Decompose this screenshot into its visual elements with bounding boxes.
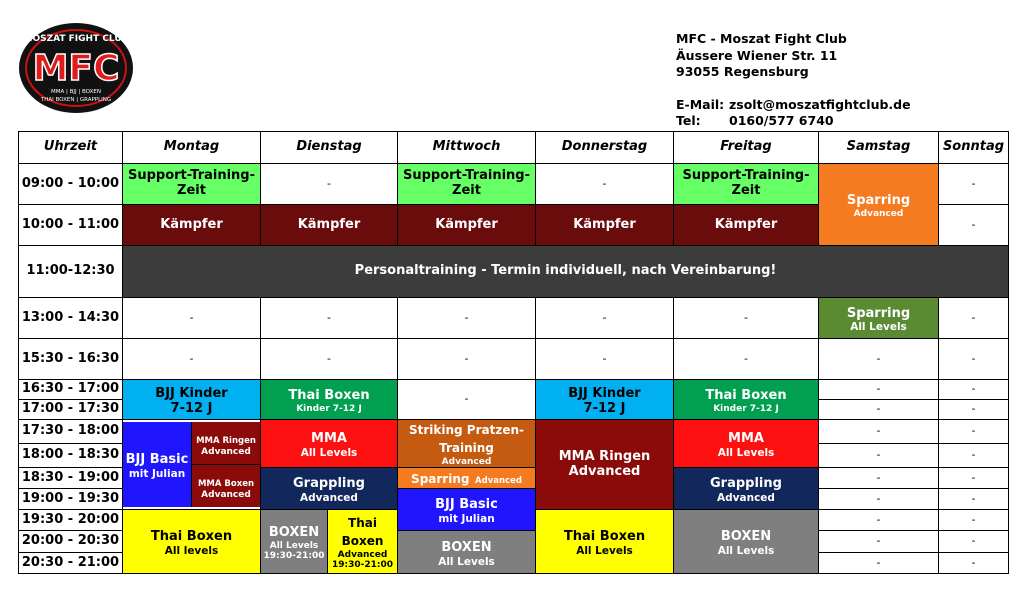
email-label: E-Mail: <box>676 96 725 112</box>
cell-sparring-all: Sparring All Levels <box>819 298 939 339</box>
empty-cell: - <box>939 164 1009 205</box>
cell-bjj-basic: BJJ Basic mit Julian <box>123 422 192 507</box>
empty-cell: - <box>939 468 1009 489</box>
empty-cell: - <box>261 339 398 380</box>
empty-cell: - <box>674 298 819 339</box>
time-cell: 09:00 - 10:00 <box>19 164 123 205</box>
empty-cell: - <box>939 531 1009 553</box>
cell-kaempfer: Kämpfer <box>398 205 536 246</box>
svg-text:THAI BOXEN | GRAPPLING: THAI BOXEN | GRAPPLING <box>40 97 112 103</box>
empty-cell: - <box>819 531 939 553</box>
header-thursday: Donnerstag <box>536 132 674 164</box>
cell-kaempfer: Kämpfer <box>261 205 398 246</box>
cell-kaempfer: Kämpfer <box>123 205 261 246</box>
cell-thai-all: Thai Boxen All levels <box>123 510 261 574</box>
empty-cell: - <box>939 510 1009 531</box>
row-1300 <box>19 298 1009 339</box>
empty-cell: - <box>261 164 398 205</box>
cell-kaempfer: Kämpfer <box>674 205 819 246</box>
cell-bjj-kinder: BJJ Kinder 7-12 J <box>123 380 261 420</box>
empty-cell: - <box>819 553 939 574</box>
header-friday: Freitag <box>674 132 819 164</box>
empty-cell: - <box>536 339 674 380</box>
empty-cell: - <box>819 444 939 468</box>
empty-cell: - <box>939 298 1009 339</box>
cell-mma-boxen: MMA Boxen Advanced <box>192 465 261 508</box>
header-tuesday: Dienstag <box>261 132 398 164</box>
time-cell: 19:00 - 19:30 <box>19 489 123 510</box>
time-cell: 10:00 - 11:00 <box>19 205 123 246</box>
svg-text:MOSZAT FIGHT CLUB: MOSZAT FIGHT CLUB <box>23 34 129 44</box>
empty-cell: - <box>939 400 1009 420</box>
cell-thai-all: Thai Boxen All Levels <box>536 510 674 574</box>
street: Äussere Wiener Str. 11 <box>676 47 838 63</box>
email-link[interactable]: zsolt@moszatfightclub.de <box>729 96 911 112</box>
empty-cell: - <box>398 339 536 380</box>
empty-cell: - <box>939 205 1009 246</box>
cell-boxen-tue: BOXEN All Levels 19:30-21:00 <box>261 510 328 573</box>
empty-cell: - <box>819 400 939 420</box>
header-saturday: Samstag <box>819 132 939 164</box>
header-sunday: Sonntag <box>939 132 1009 164</box>
cell-personaltraining: Personaltraining - Termin individuell, nach Vereinbarung! <box>123 246 1009 298</box>
svg-text:MMA | BJJ | BOXEN: MMA | BJJ | BOXEN <box>51 89 101 95</box>
cell-grappling: Grappling Advanced <box>674 468 819 510</box>
empty-cell: - <box>261 298 398 339</box>
header-row <box>19 132 1009 164</box>
row-1630 <box>19 380 1009 400</box>
cell-mma-ringen-adv: MMA Ringen Advanced <box>536 420 674 510</box>
cell-grappling: Grappling Advanced <box>261 468 398 510</box>
empty-cell: - <box>819 510 939 531</box>
time-cell: 16:30 - 17:00 <box>19 380 123 400</box>
time-cell: 20:30 - 21:00 <box>19 553 123 574</box>
time-cell: 17:30 - 18:00 <box>19 420 123 444</box>
cell-support-fri: Support-Training-Zeit <box>674 164 819 205</box>
tel-link[interactable]: 0160/577 6740 <box>729 113 834 128</box>
row-0900 <box>19 164 1009 205</box>
cell-sparring-adv: Sparring Advanced <box>398 468 536 489</box>
empty-cell: - <box>939 380 1009 400</box>
time-cell: 17:00 - 17:30 <box>19 400 123 420</box>
cell-boxen: BOXEN All Levels <box>674 510 819 574</box>
cell-tuesday-evening <box>261 510 398 574</box>
empty-cell: - <box>819 380 939 400</box>
time-cell: 20:00 - 20:30 <box>19 531 123 553</box>
club-name: MFC - Moszat Fight Club <box>676 31 847 46</box>
time-cell: 18:30 - 19:00 <box>19 468 123 489</box>
cell-mma: MMA All Levels <box>261 420 398 468</box>
cell-support-wed: Support-Training-Zeit <box>398 164 536 205</box>
cell-support-mon: Support-Training-Zeit <box>123 164 261 205</box>
cell-thai-kinder: Thai Boxen Kinder 7-12 J <box>674 380 819 420</box>
time-cell: 15:30 - 16:30 <box>19 339 123 380</box>
city: 93055 Regensburg <box>676 64 809 79</box>
empty-cell: - <box>819 339 939 380</box>
empty-cell: - <box>398 380 536 420</box>
cell-striking: Striking Pratzen-Training Advanced <box>398 420 536 468</box>
empty-cell: - <box>939 444 1009 468</box>
row-1730 <box>19 420 1009 444</box>
empty-cell: - <box>398 298 536 339</box>
cell-kaempfer: Kämpfer <box>536 205 674 246</box>
empty-cell: - <box>819 489 939 510</box>
empty-cell: - <box>939 420 1009 444</box>
empty-cell: - <box>939 489 1009 510</box>
tel-label: Tel: <box>676 113 701 128</box>
cell-bjj-basic-wed: BJJ Basic mit Julian <box>398 489 536 531</box>
cell-mma: MMA All Levels <box>674 420 819 468</box>
empty-cell: - <box>674 339 819 380</box>
header-time: Uhrzeit <box>19 132 123 164</box>
time-cell: 13:00 - 14:30 <box>19 298 123 339</box>
time-cell: 11:00-12:30 <box>19 246 123 298</box>
cell-thai-adv-tue: Thai Boxen Advanced 19:30-21:00 <box>328 510 398 573</box>
empty-cell: - <box>123 298 261 339</box>
row-1530 <box>19 339 1009 380</box>
contact-block <box>676 31 911 130</box>
svg-text:MFC: MFC <box>32 48 120 89</box>
empty-cell: - <box>819 468 939 489</box>
empty-cell: - <box>819 420 939 444</box>
empty-cell: - <box>939 553 1009 574</box>
cell-mma-ringen: MMA Ringen Advanced <box>192 422 261 465</box>
header-wednesday: Mittwoch <box>398 132 536 164</box>
cell-monday-evening <box>123 420 261 510</box>
time-cell: 19:30 - 20:00 <box>19 510 123 531</box>
empty-cell: - <box>536 298 674 339</box>
cell-bjj-kinder: BJJ Kinder 7-12 J <box>536 380 674 420</box>
cell-sparring-sat: Sparring Advanced <box>819 164 939 246</box>
cell-thai-kinder: Thai Boxen Kinder 7-12 J <box>261 380 398 420</box>
empty-cell: - <box>939 339 1009 380</box>
cell-boxen-wed: BOXEN All Levels <box>398 531 536 574</box>
header-monday: Montag <box>123 132 261 164</box>
mfc-logo <box>17 22 135 114</box>
empty-cell: - <box>536 164 674 205</box>
empty-cell: - <box>123 339 261 380</box>
schedule-table <box>18 131 1009 574</box>
row-1100 <box>19 246 1009 298</box>
time-cell: 18:00 - 18:30 <box>19 444 123 468</box>
